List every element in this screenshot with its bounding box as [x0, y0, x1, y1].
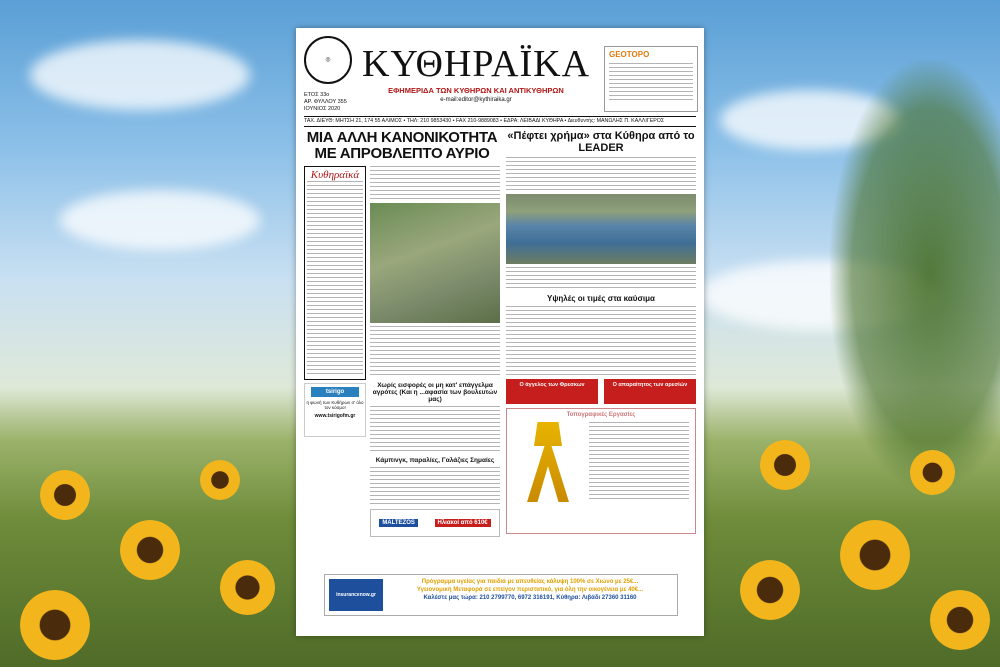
newspaper-subtitle: ΕΦΗΜΕΡΙΔΑ ΤΩΝ ΚΥΘΗΡΩΝ ΚΑΙ ΑΝΤΙΚΥΘΗΡΩΝ	[388, 86, 564, 95]
kythiraika-box-title: Κυθηραϊκά	[310, 169, 360, 181]
newspaper-email: e-mail:editor@kythiraika.gr	[440, 97, 512, 103]
geotopo-name: GEOTOPO	[609, 50, 650, 59]
article-title: Κάμπινγκ, παραλίες, Γαλάζιες Σημαίες	[375, 457, 495, 464]
fresh-ad: Ο άγγελος των Φρεσκων	[506, 379, 598, 404]
article-title: Υψηλές οι τιμές στα καύσιμα	[547, 294, 655, 303]
newspaper-logo: ◎	[304, 36, 352, 84]
insurance-brand: insurancenow.gr	[329, 579, 383, 611]
issue-info: ΕΤΟΣ 33ο ΑΡ. ΦΥΛΛΟΥ 355 ΙΟΥΝΙΟΣ 2020	[304, 92, 347, 112]
main-headline: ΜΙΑ ΑΛΛΗ ΚΑΝΟΝΙΚΟΤΗΤΑ ΜΕ ΑΠΡΟΒΛΕΠΤΟ ΑΥΡΙΟ	[306, 129, 498, 162]
kythira-coast-photo	[506, 194, 696, 264]
sunflower	[20, 590, 90, 660]
essentials-ad: Ο απαραίτητος των αρεσίών	[604, 379, 696, 404]
sunflower	[40, 470, 90, 520]
surveyor-ad-title: Τοπογραφικές Εργασίες	[566, 412, 636, 418]
sunflower	[740, 560, 800, 620]
right-column	[506, 130, 696, 534]
insurance-ad: insurancenow.gr Πρόγραμμα υγείας για παιδιά με απευθείας κάλυψη 100% σε Χιώνο με 25€... Υγειονομική Μεταφορά σε επείγον περιστατικό, για όλη την οικογένεια με 40€... Καλέστε μας τώρα: 210 2799770, 6972 316191, Κύθηρα: Λιβάδι 27360 31160	[324, 574, 678, 616]
background-tree	[830, 60, 1000, 490]
cloud	[30, 40, 250, 110]
cloud	[60, 190, 260, 250]
sunflower	[220, 560, 275, 615]
sunflower	[760, 440, 810, 490]
newspaper-page	[296, 28, 704, 636]
sunflower	[200, 460, 240, 500]
main-photo	[370, 203, 500, 323]
sunflower	[910, 450, 955, 495]
tsirigo-ad: tsirigo η φωνή των Κυθήρων σ' όλο τον κόσμο! www.tsirigofm.gr	[304, 383, 366, 437]
sunflower	[930, 590, 990, 650]
right-headline: «Πέφτει χρήμα» στα Κύθηρα από το LEADER	[507, 130, 695, 154]
surveyor-instrument-icon	[513, 422, 583, 502]
surveyor-ad	[506, 408, 696, 534]
article-title: Χωρίς εισφορές οι μη κατ' επάγγελμα αγρότες (Και η ...αφασία των βουλευτών μας)	[372, 382, 498, 403]
sunflower	[840, 520, 910, 590]
sunflower	[120, 520, 180, 580]
main-column	[304, 130, 500, 537]
maltezos-ad: MALTEZOS Ηλιακοί από 610€	[370, 509, 500, 537]
address-bar: ΤΑΧ. ΔΙΕΥΘ: ΜΗΤΣΗ 21, 174 55 ΑΛΙΜΟΣ • ΤΗΛ: 210 9853430 • FAX 210-9889083 • ΕΔΡΑ: ΛΕΙΒΑΔΙ ΚΥΘΗΡΑ • Διευθυντής: ΜΑΝΩΛΗΣ Π. ΚΑΛΛΙΓΕΡΟΣ	[304, 116, 696, 127]
kythiraika-box	[304, 166, 366, 380]
newspaper-title: ΚΥΘΗΡΑΪΚΑ	[361, 43, 591, 85]
geotopo-ad	[604, 46, 698, 112]
